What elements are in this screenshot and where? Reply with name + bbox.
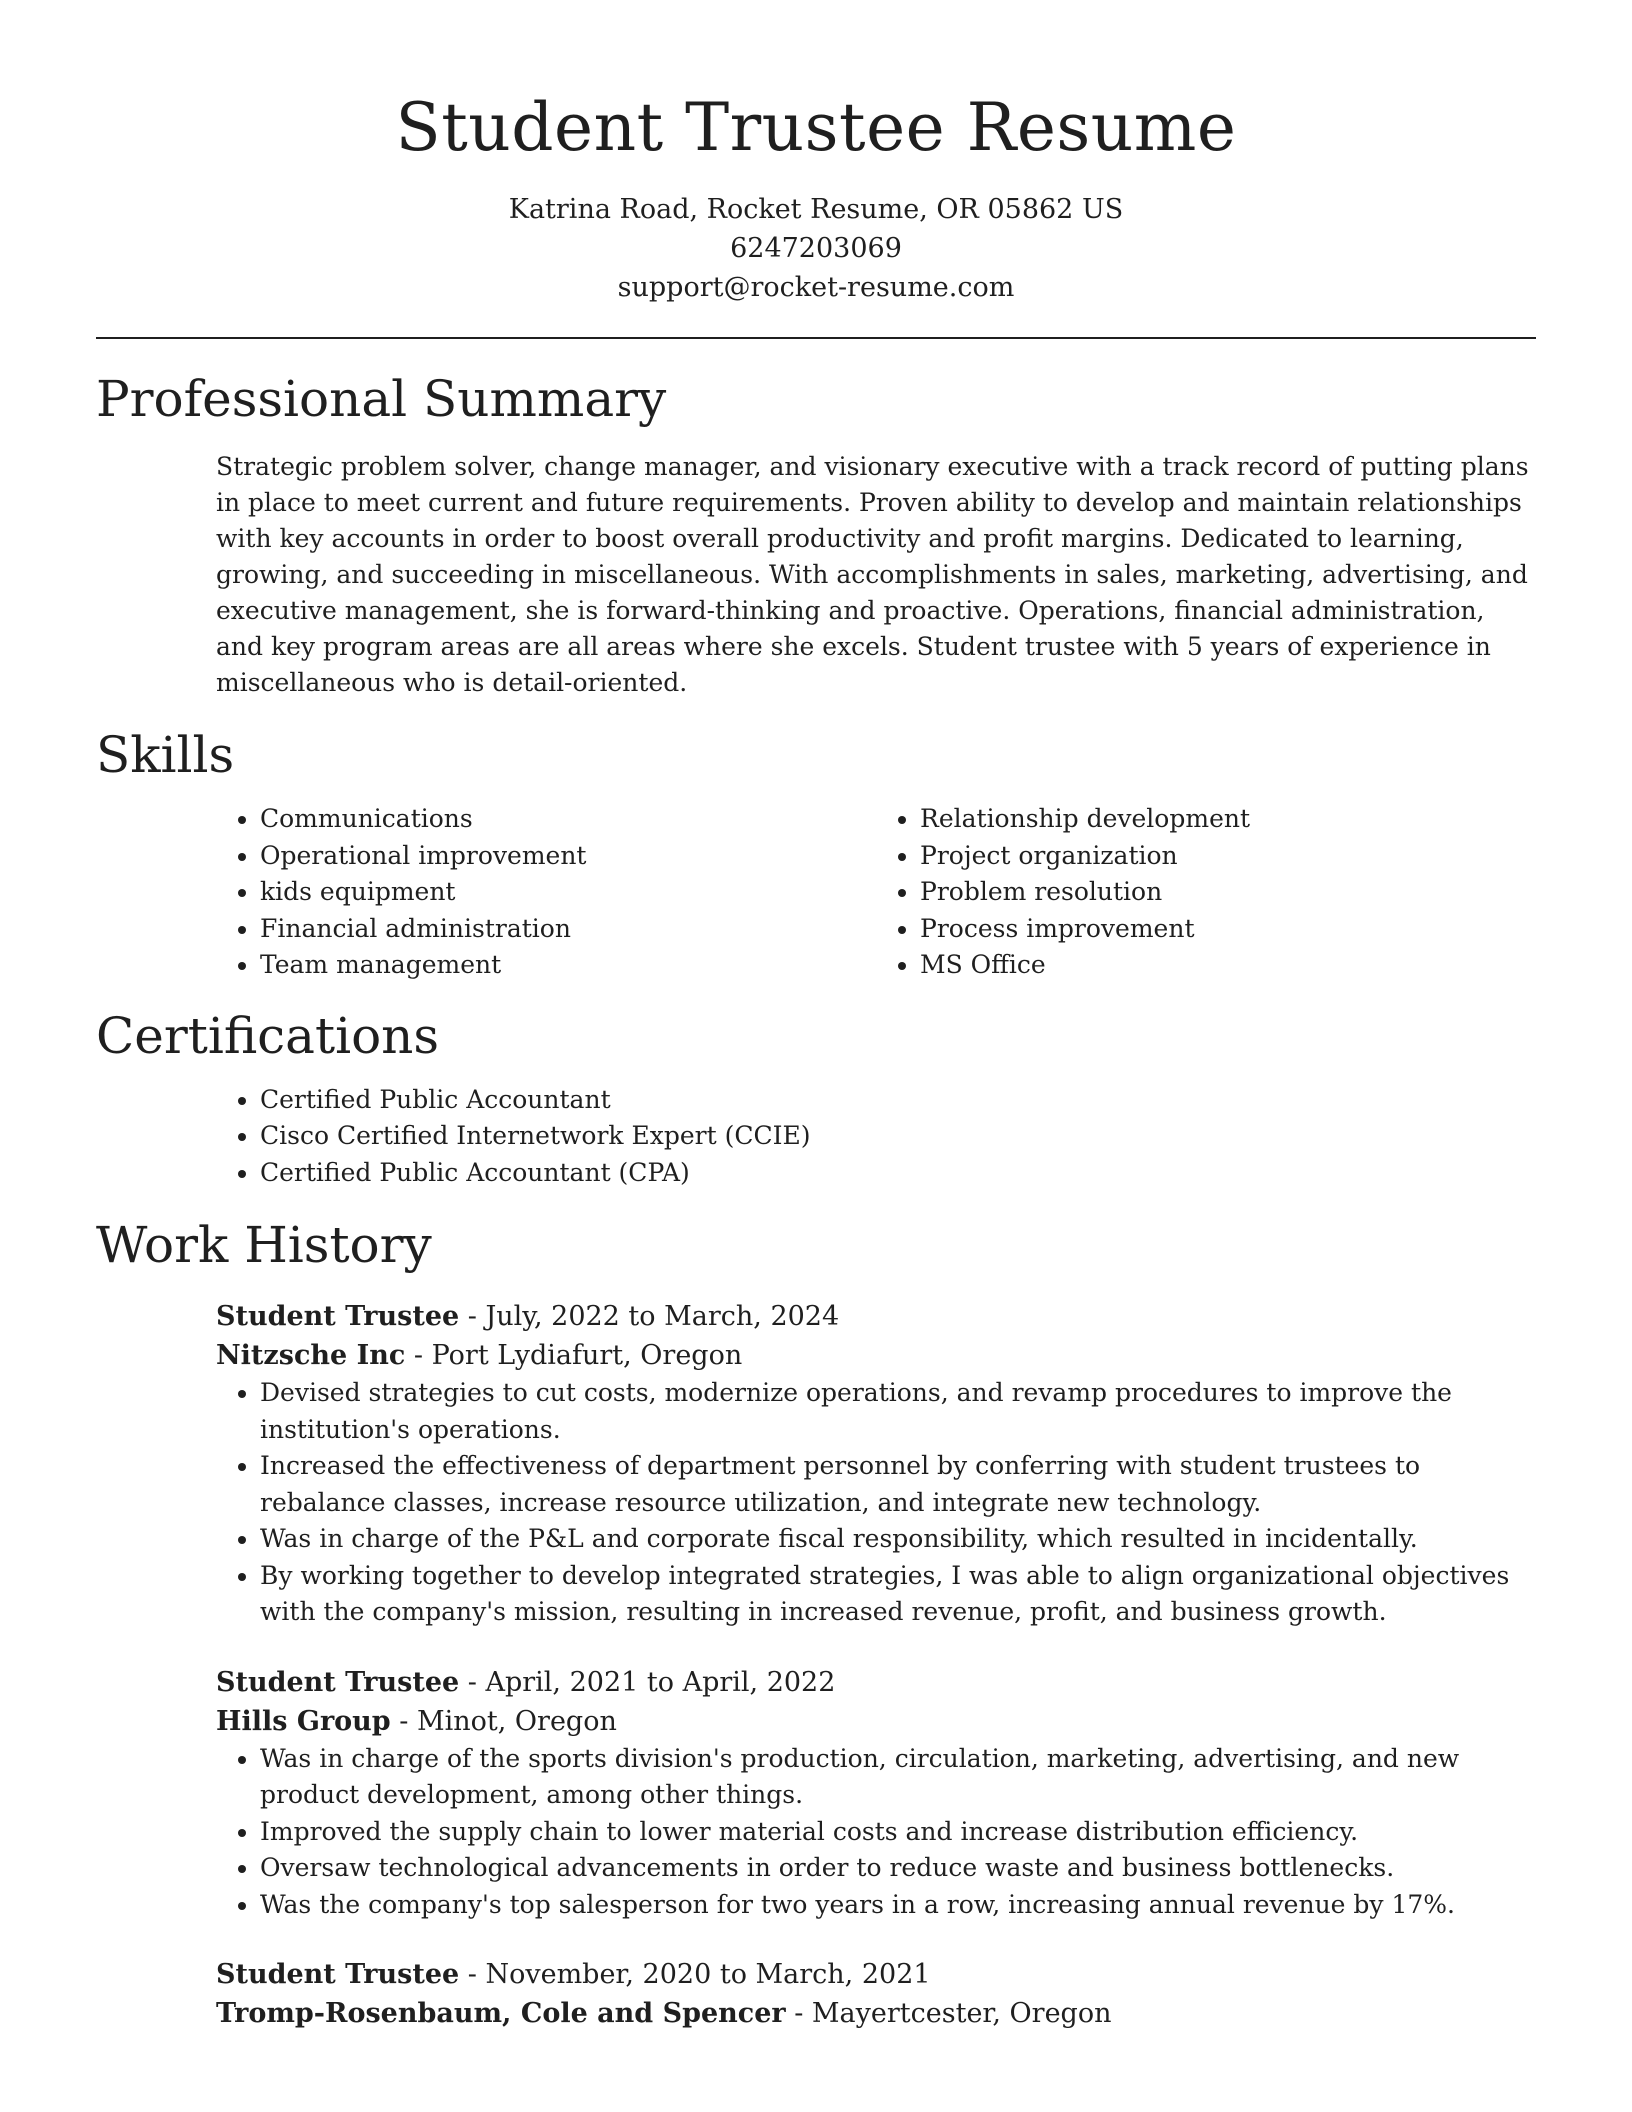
skill-item: • Communications bbox=[260, 801, 876, 838]
job-bullet: • By working together to develop integrated strategies, I was able to align organizational objectives with the company's mission, resulting in increased revenue, profit, and business growth. bbox=[260, 1558, 1536, 1631]
job-title-line bbox=[216, 1663, 1536, 1702]
summary-text: Strategic problem solver, change manager, and visionary executive with a track record of putting plans in place to meet current and future requirements. Proven ability to develop and maintain relationships with key accounts in order to boost overall productivity and profit margins. Dedicated to learning, growing, and succeeding in miscellaneous. With accomplishments in sales, marketing, advertising, and executive management, she is forward-thinking and proactive. Operations, financial administration, and key program areas are all areas where she excels. Student trustee with 5 years of experience in miscellaneous who is detail-oriented. bbox=[216, 452, 1529, 697]
resume-title: Student Trustee Resume bbox=[395, 89, 1237, 166]
contact-phone: 6247203069 bbox=[730, 233, 902, 264]
job-bullet: • Was in charge of the P&L and corporate fiscal responsibility, which resulted in incidentally. bbox=[260, 1521, 1536, 1558]
skill-item: • Team management bbox=[260, 947, 876, 984]
certification-item: • Cisco Certified Internetwork Expert (CCIE) bbox=[260, 1118, 1536, 1155]
job-role: Student Trustee bbox=[216, 1666, 460, 1698]
job-bullet: • Increased the effectiveness of department personnel by conferring with student trustees to rebalance classes, increase resource utilization, and integrate new technology. bbox=[260, 1448, 1536, 1521]
certifications-list bbox=[216, 1082, 1536, 1192]
skills-heading: Skills bbox=[96, 726, 235, 784]
job-entry bbox=[216, 1955, 1536, 2033]
job-dates: - November, 2020 to March, 2021 bbox=[459, 1959, 931, 1990]
job-bullet: • Oversaw technological advancements in order to reduce waste and business bottlenecks. bbox=[260, 1850, 1536, 1887]
job-company-line bbox=[216, 1336, 1536, 1375]
job-dates: - April, 2021 to April, 2022 bbox=[459, 1666, 836, 1698]
job-bullet: • Devised strategies to cut costs, modernize operations, and revamp procedures to improve the institution's operations. bbox=[260, 1375, 1536, 1448]
job-title-line bbox=[216, 1955, 1536, 1994]
job-company-line bbox=[216, 1994, 1536, 2033]
certification-item: • Certified Public Accountant bbox=[260, 1082, 1536, 1119]
summary-heading: Professional Summary bbox=[96, 370, 667, 428]
work-history-section bbox=[96, 1213, 1536, 2033]
job-bullet: • Was the company's top salesperson for two years in a row, increasing annual revenue by 17%. bbox=[260, 1887, 1536, 1924]
skill-item: • Financial administration bbox=[260, 911, 876, 948]
certifications-block bbox=[216, 1082, 1536, 1192]
skill-item: • Project organization bbox=[920, 838, 1536, 875]
skills-list-right bbox=[876, 801, 1536, 984]
certification-item: • Certified Public Accountant (CPA) bbox=[260, 1155, 1536, 1192]
header-divider bbox=[96, 337, 1536, 339]
job-title-line bbox=[216, 1297, 1536, 1336]
job-company: Nitzsche Inc bbox=[216, 1340, 406, 1371]
job-company: Tromp-Rosenbaum, Cole and Spencer bbox=[216, 1998, 786, 2029]
skills-section bbox=[96, 723, 1536, 984]
skill-item: • kids equipment bbox=[260, 874, 876, 911]
contact-block bbox=[0, 190, 1632, 307]
job-location: - Mayertcester, Oregon bbox=[785, 1998, 1112, 2029]
skills-grid bbox=[216, 801, 1536, 984]
job-company: Hills Group bbox=[216, 1705, 391, 1737]
certifications-section bbox=[96, 1004, 1536, 1192]
job-role: Student Trustee bbox=[216, 1301, 460, 1332]
job-location: - Port Lydiafurt, Oregon bbox=[405, 1340, 743, 1371]
job-location: - Minot, Oregon bbox=[390, 1705, 617, 1737]
job-role: Student Trustee bbox=[216, 1959, 460, 1990]
job-company-line bbox=[216, 1702, 1536, 1741]
job-bullets bbox=[216, 1375, 1536, 1631]
job-bullet: • Improved the supply chain to lower material costs and increase distribution efficiency. bbox=[260, 1814, 1536, 1851]
skill-item: • Operational improvement bbox=[260, 838, 876, 875]
resume-header bbox=[0, 0, 1632, 307]
job-bullet: • Was in charge of the sports division's production, circulation, marketing, advertising, and new product development, among other things. bbox=[260, 1741, 1536, 1814]
contact-email: support@rocket-resume.com bbox=[617, 272, 1015, 303]
summary-section bbox=[96, 367, 1536, 701]
skill-item: • Process improvement bbox=[920, 911, 1536, 948]
skill-item: • Problem resolution bbox=[920, 874, 1536, 911]
skill-item: • Relationship development bbox=[920, 801, 1536, 838]
certifications-heading: Certifications bbox=[96, 1006, 440, 1065]
job-bullets bbox=[216, 1741, 1536, 1924]
work-history-heading: Work History bbox=[96, 1216, 432, 1274]
job-entry bbox=[216, 1297, 1536, 1631]
skill-item: • MS Office bbox=[920, 947, 1536, 984]
skills-list-left bbox=[216, 801, 876, 984]
job-entry bbox=[216, 1663, 1536, 1924]
contact-address: Katrina Road, Rocket Resume, OR 05862 US bbox=[508, 194, 1124, 225]
job-dates: - July, 2022 to March, 2024 bbox=[459, 1301, 840, 1332]
